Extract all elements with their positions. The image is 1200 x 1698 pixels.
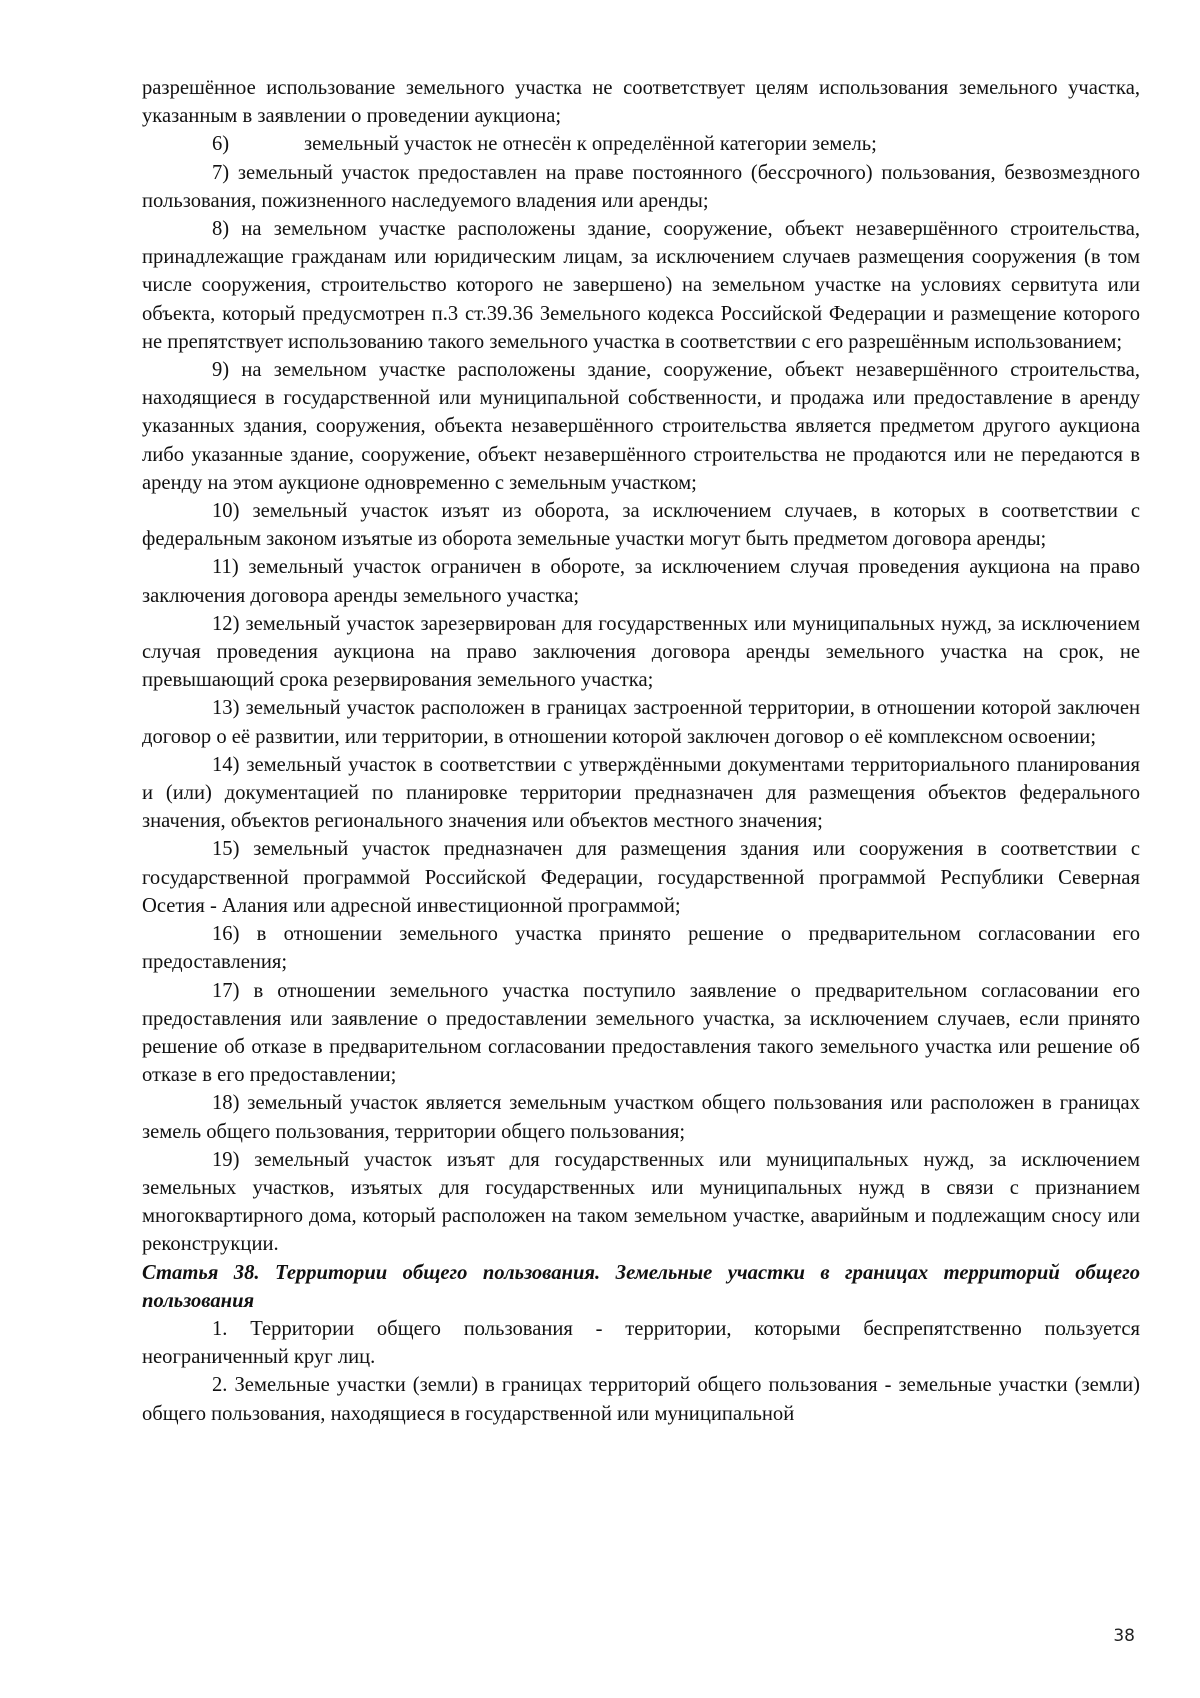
article-heading: Статья 38. Территории общего пользования. Земельные участки в границах территорий общего пользования: [142, 1261, 1140, 1312]
list-item-10: 10) земельный участок изъят из оборота, за исключением случаев, в которых в соответствии с федеральным законом изъятые из оборота земельные участки могут быть предметом договора аренды;: [142, 500, 1140, 551]
document-body: [142, 74, 1140, 1428]
list-item-8: 8) на земельном участке расположены здание, сооружение, объект незавершённого строительства, принадлежащие гражданам или юридическим лицам, за исключением случаев размещения сооружения (в том числе сооружения, строительство которого не завершено) на земельном участке на условиях сервитута или объекта, который предусмотрен п.3 ст.39.36 Земельного кодекса Российской Федерации и размещение которого не препятствует использованию такого земельного участка в соответствии с его разрешённым использованием;: [142, 218, 1140, 353]
list-item-19: 19) земельный участок изъят для государственных или муниципальных нужд, за исключением земельных участков, изъятых для государственных или муниципальных нужд в связи с признанием многоквартирного дома, который расположен на таком земельном участке, аварийным и подлежащим сносу или реконструкции.: [142, 1148, 1140, 1256]
continuation-paragraph: разрешённое использование земельного участка не соответствует целям использования земельного участка, указанным в заявлении о проведении аукциона;: [142, 77, 1140, 128]
list-item-12: 12) земельный участок зарезервирован для государственных или муниципальных нужд, за исключением случая проведения аукциона на право заключения договора аренды земельного участка на срок, не превышающий срока резервирования земельного участка;: [142, 612, 1140, 692]
list-item-18: 18) земельный участок является земельным участком общего пользования или расположен в границах земель общего пользования, территории общего пользования;: [142, 1092, 1140, 1143]
list-item-6: [142, 130, 1140, 158]
list-item-17: 17) в отношении земельного участка поступило заявление о предварительном согласовании его предоставления или заявление о предоставлении земельного участка, за исключением случаев, если принято решение об отказе в предварительном согласовании предоставления такого земельного участка или решение об отказе в его предоставлении;: [142, 979, 1140, 1087]
article-paragraph-2: 2. Земельные участки (земли) в границах территорий общего пользования - земельные участки (земли) общего пользования, находящиеся в государственной или муниципальной: [142, 1374, 1140, 1425]
list-item-14: 14) земельный участок в соответствии с утверждёнными документами территориального планирования и (или) документацией по планировке территории предназначен для размещения объектов федерального значения, объектов регионального значения или объектов местного значения;: [142, 753, 1140, 833]
list-item-13: 13) земельный участок расположен в границах застроенной территории, в отношении которой заключен договор о её развитии, или территории, в отношении которой заключен договор о её комплексном освоении;: [142, 697, 1140, 748]
list-item-6-text: земельный участок не отнесён к определённой категории земель;: [304, 133, 877, 156]
list-item-15: 15) земельный участок предназначен для размещения здания или сооружения в соответствии с государственной программой Российской Федерации, государственной программой Республики Северная Осетия - Алания или адресной инвестиционной программой;: [142, 838, 1140, 917]
list-item-7: 7) земельный участок предоставлен на праве постоянного (бессрочного) пользования, безвозмездного пользования, пожизненного наследуемого владения или аренды;: [142, 161, 1140, 212]
page-number: 38: [1113, 1626, 1135, 1646]
list-item-6-number: 6): [212, 133, 230, 156]
article-paragraph-1: 1. Территории общего пользования - территории, которыми беспрепятственно пользуется неограниченный круг лиц.: [142, 1317, 1140, 1369]
list-item-16: 16) в отношении земельного участка принято решение о предварительном согласовании его предоставления;: [142, 923, 1140, 974]
list-item-11: 11) земельный участок ограничен в обороте, за исключением случая проведения аукциона на право заключения договора аренды земельного участка;: [142, 556, 1140, 607]
list-item-9: 9) на земельном участке расположены здание, сооружение, объект незавершённого строительства, находящиеся в государственной или муниципальной собственности, и продажа или предоставление в аренду указанных здания, сооружения, объекта незавершённого строительства является предметом другого аукциона либо указанные здание, сооружение, объект незавершённого строительства не продаются или не передаются в аренду на этом аукционе одновременно с земельным участком;: [142, 359, 1140, 494]
